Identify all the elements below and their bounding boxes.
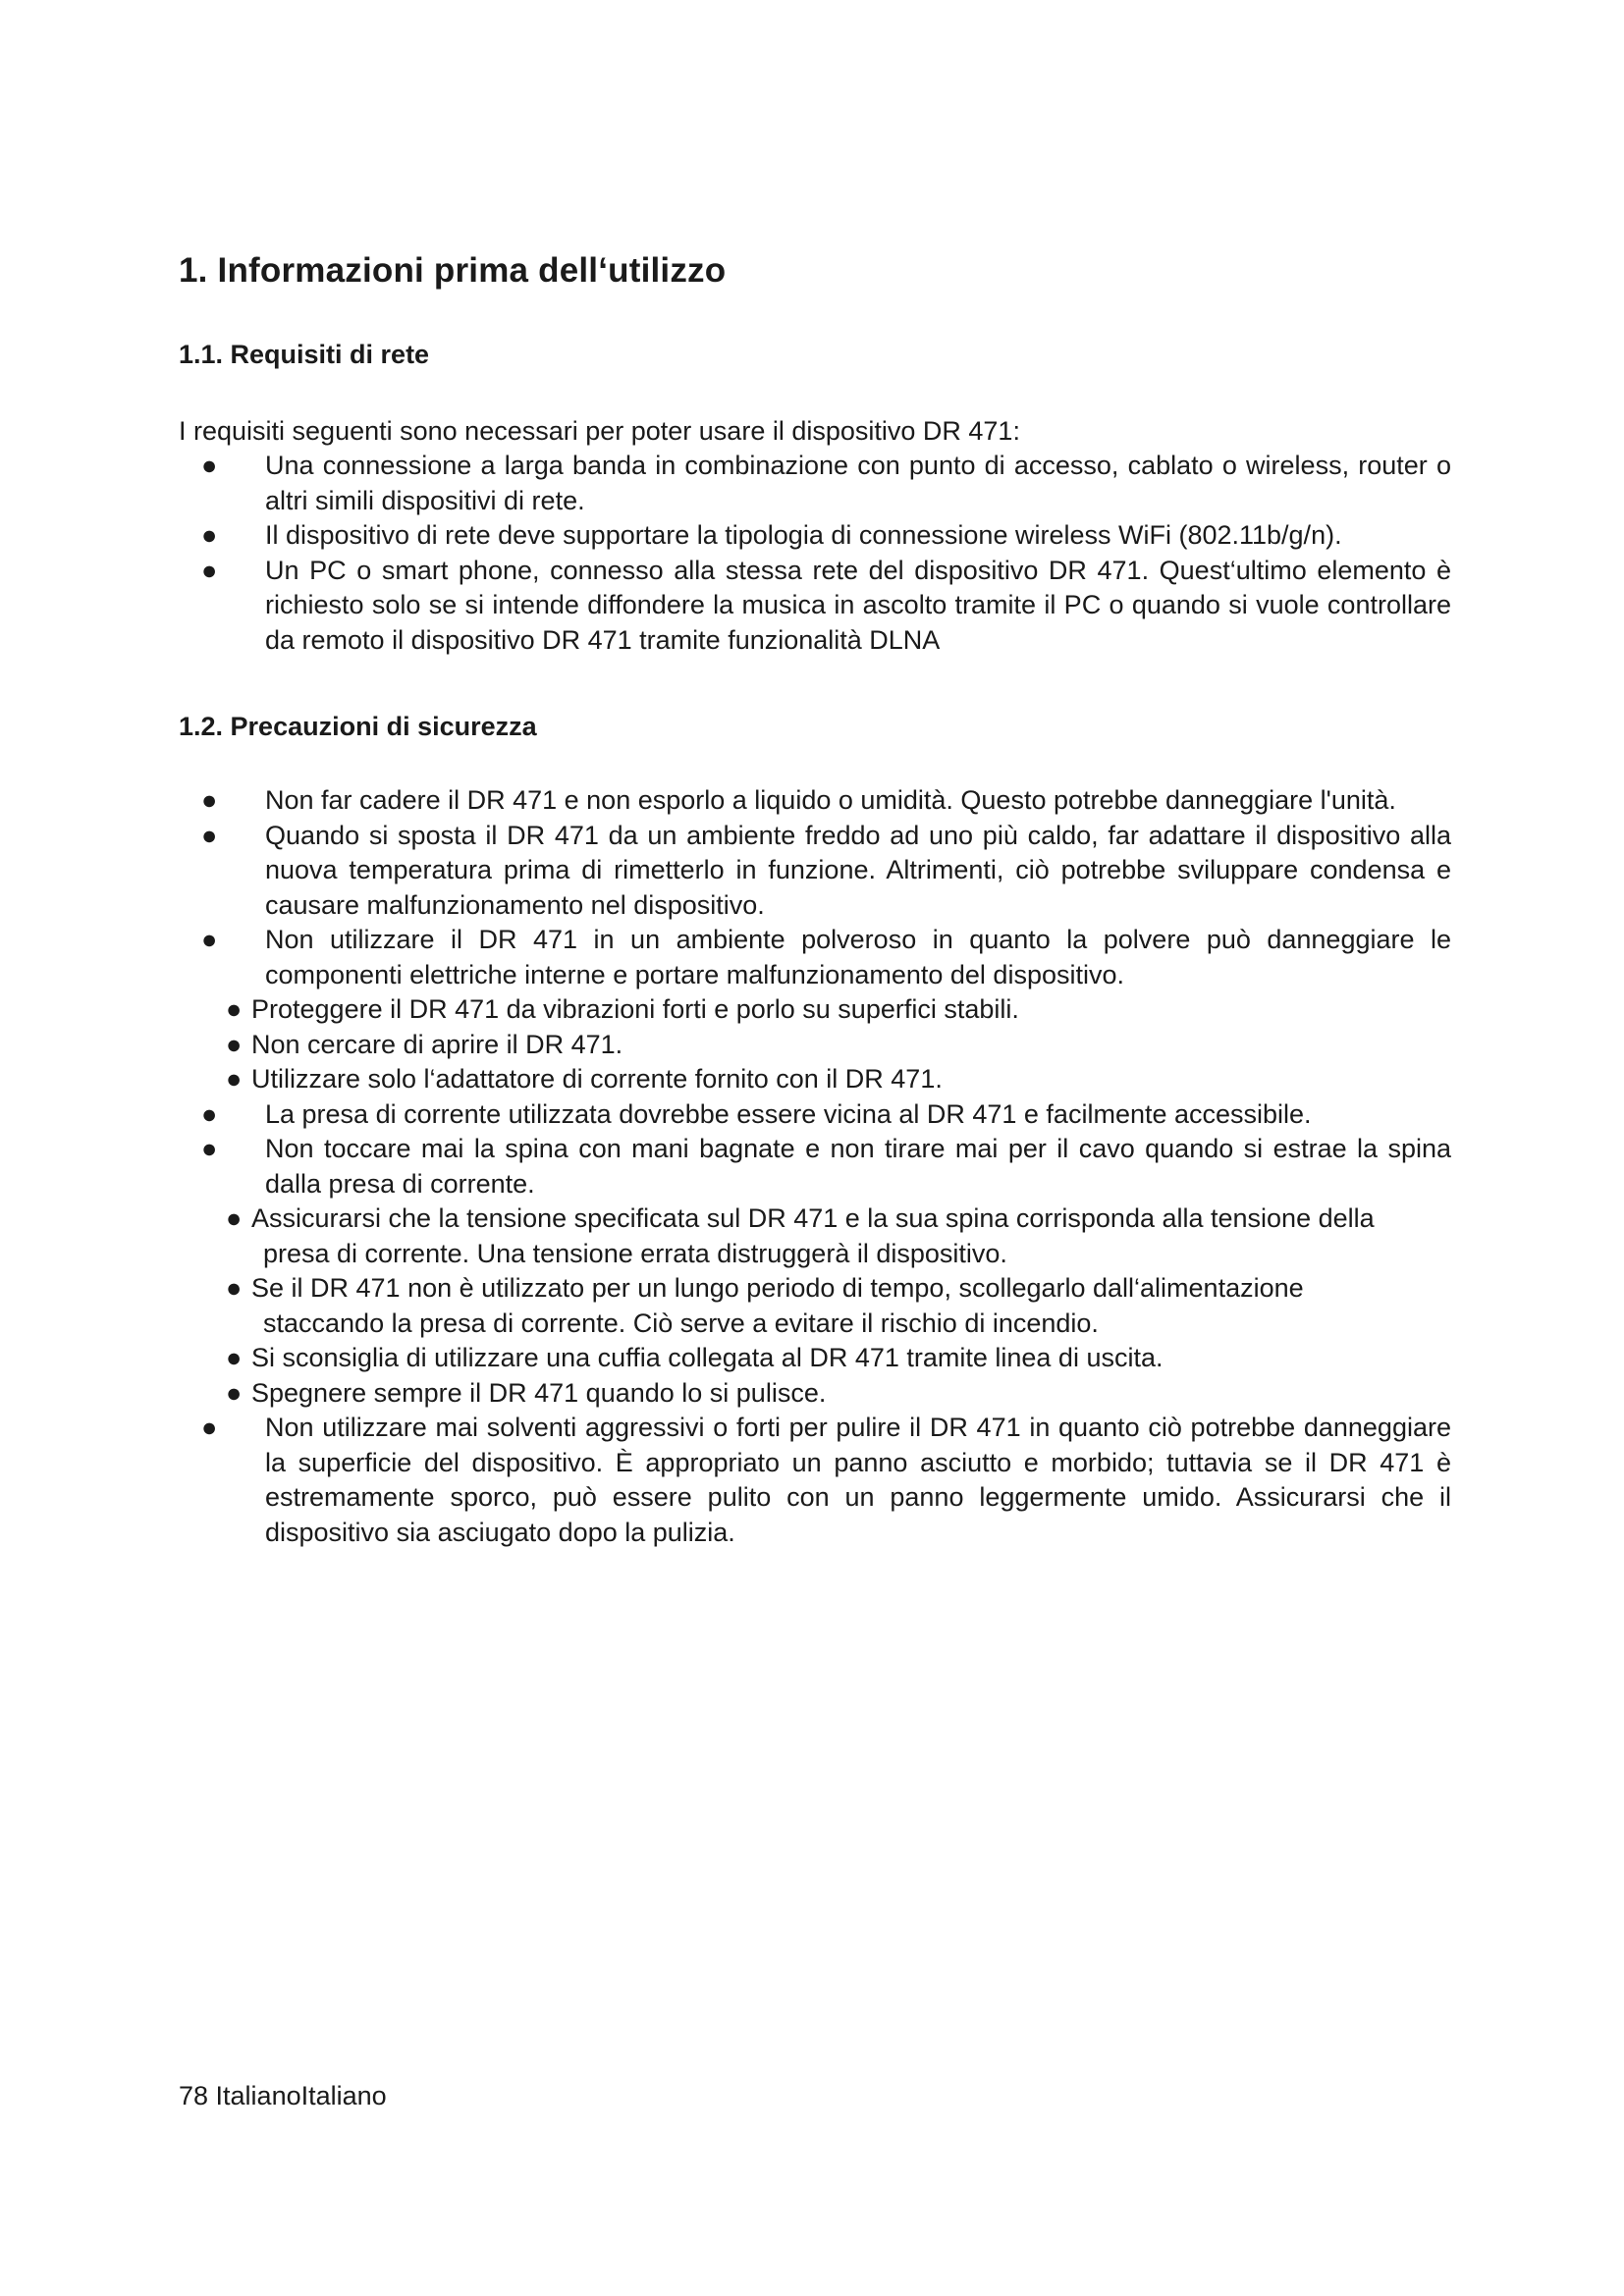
bullet-icon: ● <box>201 785 218 815</box>
list-item <box>0 518 1451 554</box>
list-item-text: Assicurarsi che la tensione specificata sul DR 471 e la sua spina corrisponda alla tensione della presa di corrente. Una tensione errata distruggerà il dispositivo. <box>251 1203 1375 1268</box>
list-item <box>0 1201 1420 1271</box>
list-item <box>0 1271 1420 1341</box>
list-item-text: Il dispositivo di rete deve supportare la tipologia di connessione wireless WiFi (802.11b/g/n). <box>265 520 1342 550</box>
list-item-text: Non cercare di aprire il DR 471. <box>251 1029 623 1059</box>
list-item-text: Proteggere il DR 471 da vibrazioni forti e porlo su superfici stabili. <box>251 994 1019 1024</box>
list-item <box>0 1028 1420 1063</box>
bullet-icon: ● <box>226 1377 243 1408</box>
bullet-icon: ● <box>201 820 218 850</box>
list-item-text: Non far cadere il DR 471 e non esporlo a liquido o umidità. Questo potrebbe danneggiare l'unità. <box>265 785 1396 815</box>
bullet-icon: ● <box>201 1413 218 1442</box>
requirements-intro: I requisiti seguenti sono necessari per poter usare il dispositivo DR 471: <box>179 416 1020 446</box>
list-item-text: La presa di corrente utilizzata dovrebbe essere vicina al DR 471 e facilmente accessibile. <box>265 1098 1312 1129</box>
chapter-heading: 1. Informazioni prima dell‘utilizzo <box>179 251 727 290</box>
section-heading-safety-precautions: 1.2. Precauzioni di sicurezza <box>179 712 537 741</box>
bullet-icon: ● <box>201 925 218 954</box>
list-item-text: Non toccare mai la spina con mani bagnate e non tirare mai per il cavo quando si estrae la spina dalla presa di corrente. <box>265 1134 1451 1199</box>
section-heading-network-requirements: 1.1. Requisiti di rete <box>179 340 430 369</box>
list-item-text: Una connessione a larga banda in combinazione con punto di accesso, cablato o wireless, router o altri simili dispositivi di rete. <box>265 451 1451 515</box>
bullet-icon: ● <box>226 1273 243 1303</box>
list-item <box>0 1376 1420 1412</box>
bullet-icon: ● <box>226 1029 243 1059</box>
bullet-icon: ● <box>201 451 218 480</box>
list-item-text: Non utilizzare il DR 471 in un ambiente polveroso in quanto la polvere può danneggiare le componenti elettriche interne e portare malfunzionamento del dispositivo. <box>265 925 1451 989</box>
bullet-icon: ● <box>226 994 243 1024</box>
list-item-text: Un PC o smart phone, connesso alla stessa rete del dispositivo DR 471. Quest‘ultimo elemento è richiesto solo se si intende diffondere la musica in ascolto tramite il PC o quando si vuole controllare da remoto il dispositivo DR 471 tramite funzionalità DLNA <box>265 555 1451 655</box>
page-footer: 78 ItalianoItaliano <box>179 2081 387 2110</box>
list-item-text: Si sconsiglia di utilizzare una cuffia collegata al DR 471 tramite linea di uscita. <box>251 1343 1164 1372</box>
list-item <box>0 1062 1420 1097</box>
list-item-text: Se il DR 471 non è utilizzato per un lungo periodo di tempo, scollegarlo dall‘alimentazione staccando la presa di corrente. Ciò serve a evitare il rischio di incendio. <box>251 1273 1304 1338</box>
list-item <box>0 783 1451 819</box>
list-item-text: Spegnere sempre il DR 471 quando lo si pulisce. <box>251 1377 827 1408</box>
list-item <box>0 449 1451 518</box>
list-item <box>0 1132 1451 1201</box>
list-item-text: Non utilizzare mai solventi aggressivi o forti per pulire il DR 471 in quanto ciò potrebbe danneggiare la superficie del dispositivo. È appropriato un panno asciutto e morbido; tuttavia se il DR 471 è estremamente sporco, può essere pulito con un panno leggermente umido. Assicurarsi che il dispositivo sia asciugato dopo la pulizia. <box>265 1413 1451 1547</box>
list-item <box>0 819 1451 924</box>
requirements-list <box>0 449 1451 658</box>
bullet-icon: ● <box>201 1098 218 1129</box>
bullet-icon: ● <box>226 1343 243 1372</box>
list-item-text: Quando si sposta il DR 471 da un ambiente freddo ad uno più caldo, far adattare il dispositivo alla nuova temperatura prima di rimetterlo in funzione. Altrimenti, ciò potrebbe sviluppare condensa e causare malfunzionamento nel dispositivo. <box>265 820 1451 920</box>
list-item <box>0 923 1451 992</box>
bullet-icon: ● <box>201 520 218 550</box>
list-item <box>0 1411 1451 1550</box>
bullet-icon: ● <box>226 1203 243 1233</box>
bullet-icon: ● <box>201 555 218 585</box>
list-item <box>0 1097 1451 1133</box>
list-item <box>0 992 1420 1028</box>
list-item <box>0 1341 1420 1376</box>
bullet-icon: ● <box>201 1134 218 1163</box>
safety-list <box>0 783 1451 1550</box>
bullet-icon: ● <box>226 1064 243 1094</box>
list-item-text: Utilizzare solo l‘adattatore di corrente fornito con il DR 471. <box>251 1064 943 1094</box>
list-item <box>0 554 1451 659</box>
